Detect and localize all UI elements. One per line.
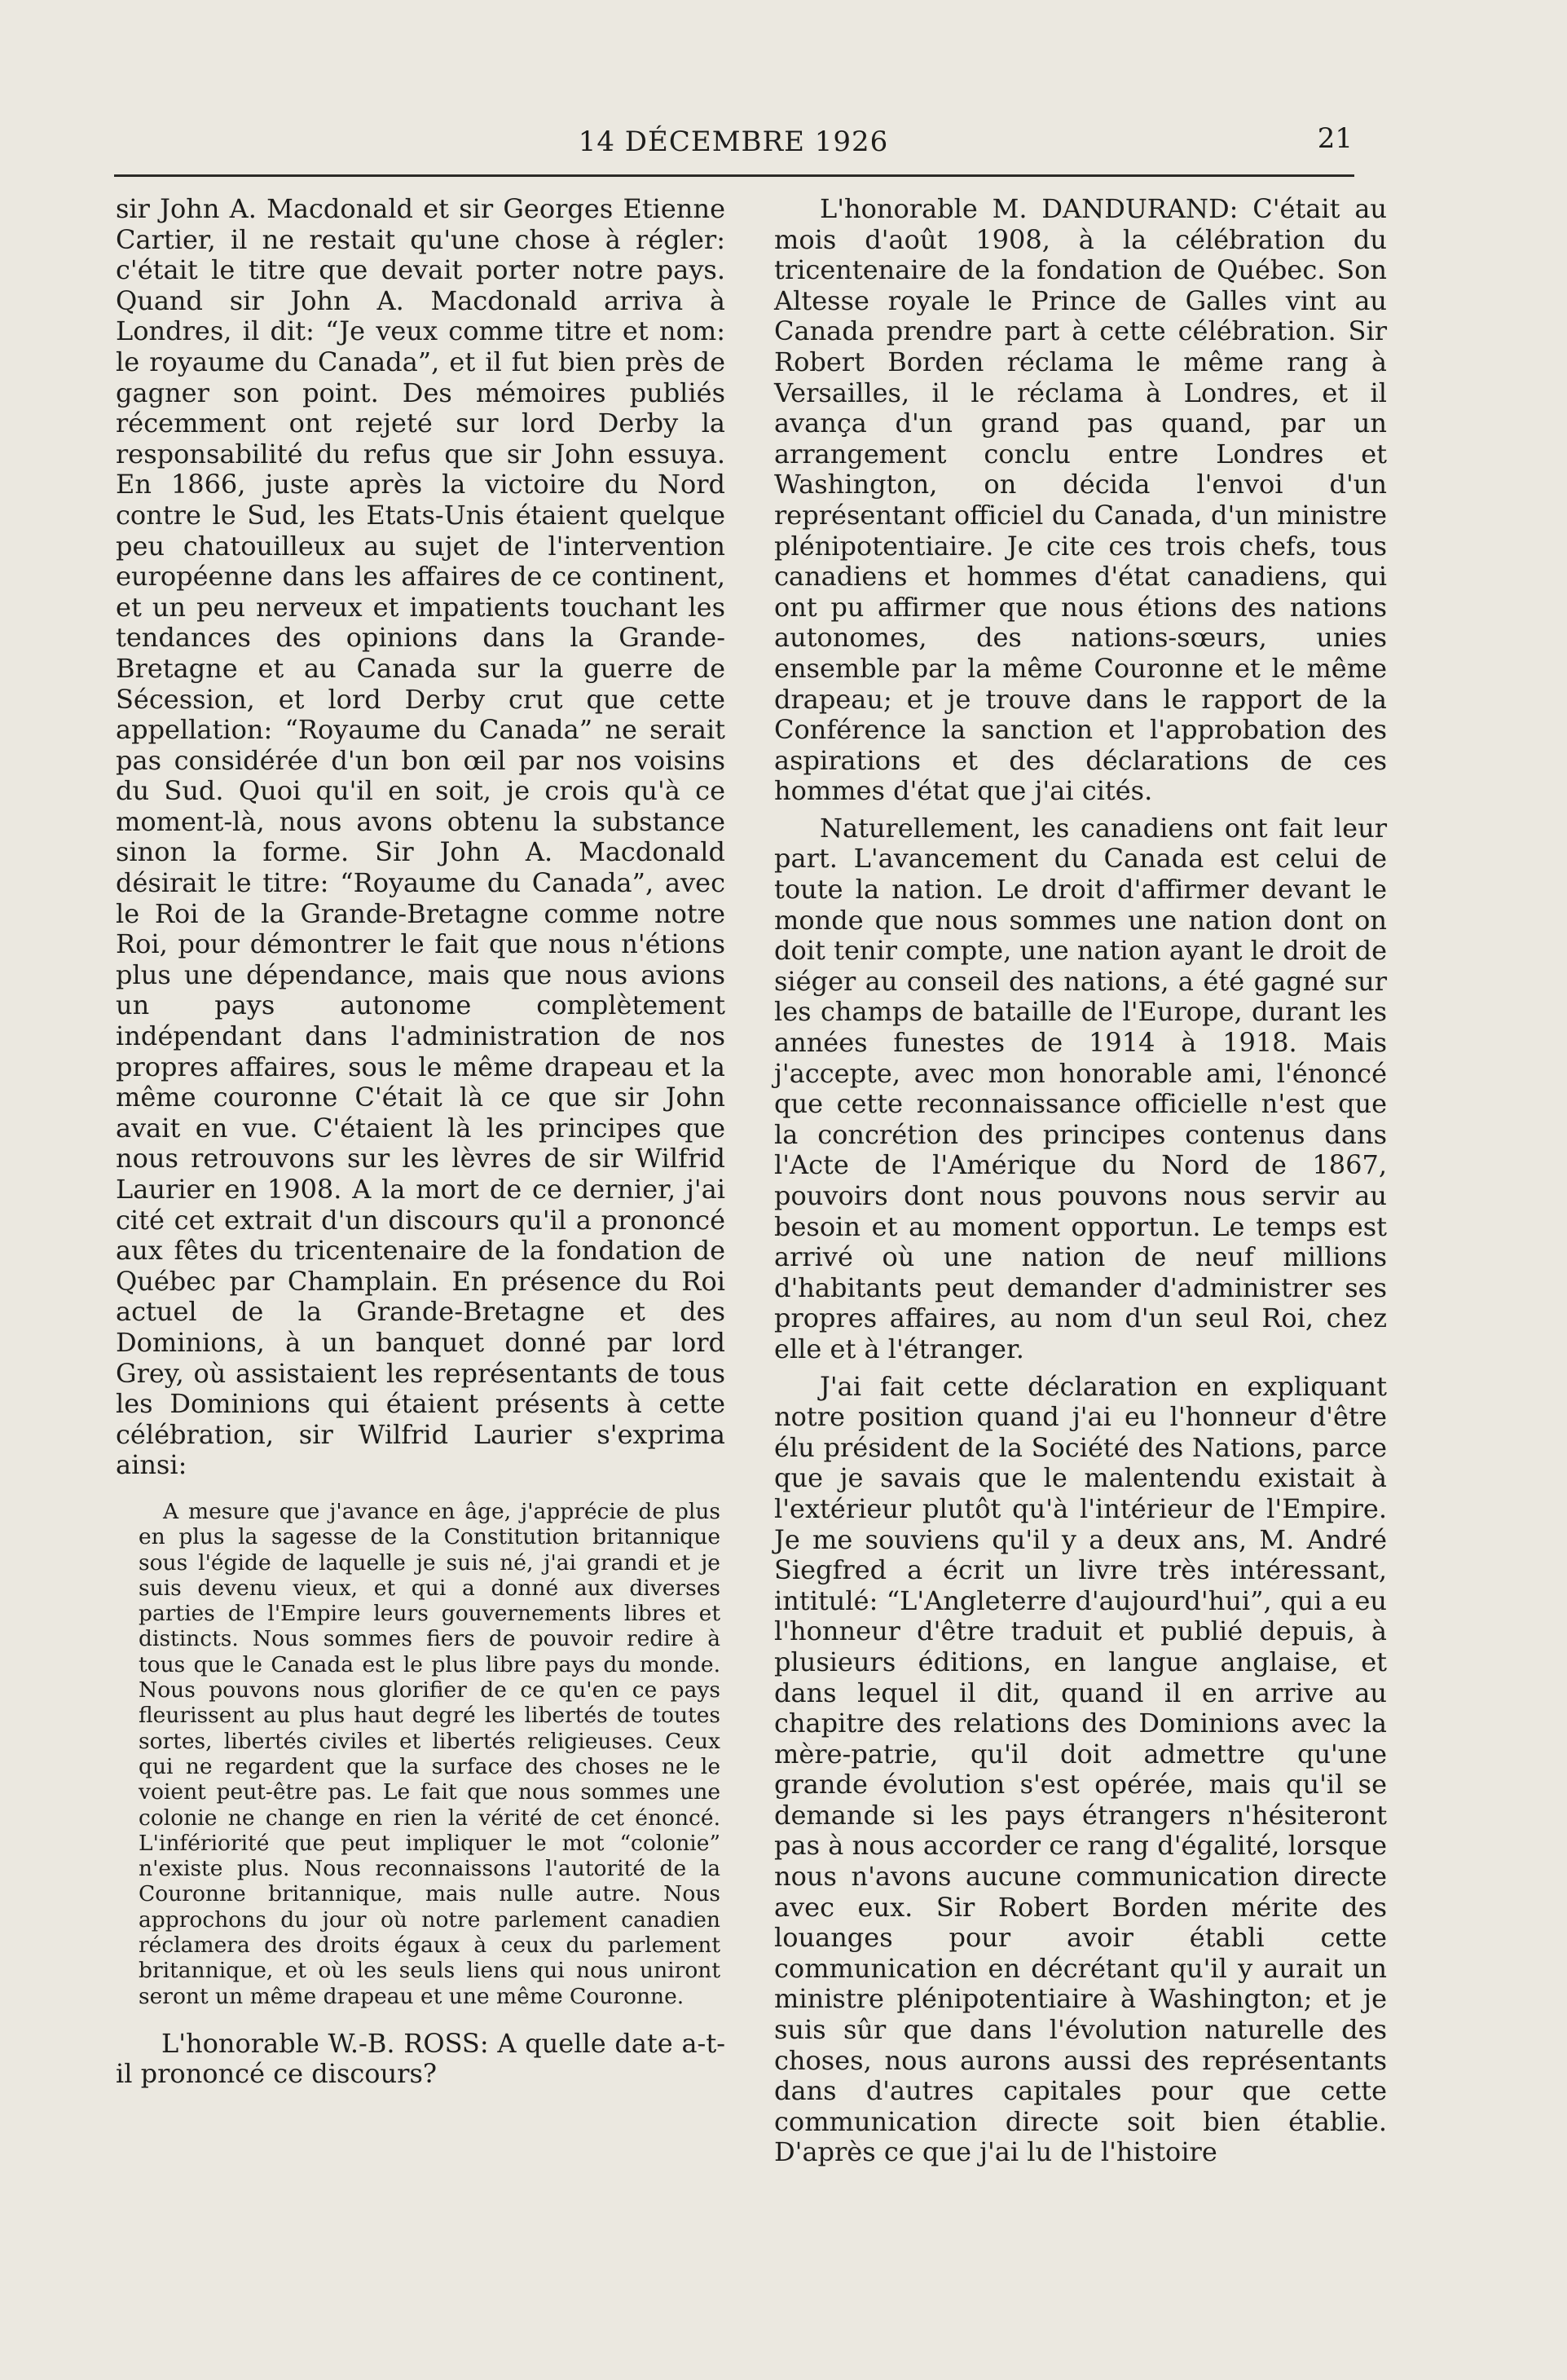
right-paragraph-2: Naturellement, les canadiens ont fait leur part. L'avancement du Canada est celui de toute la nation. Le droit d'affirmer devant le monde que nous sommes une nation dont on doit tenir compte, une nation ayant le droit de siéger au conseil des nations, a été gagné sur les champs de bataille de l'Europe, durant les années funestes de 1914 à 1918. Mais j'accepte, avec mon honorable ami, l'énoncé que cette reconnaissance officielle n'est que la concrétion des principes contenus dans l'Acte de l'Amérique du Nord de 1867, pouvoirs dont nous pouvons nous servir au besoin et au moment opportun. Le temps est arrivé où une nation de neuf millions d'habitants peut demander d'administrer ses propres affaires, au nom d'un seul Roi, chez elle et à l'étranger.: [774, 812, 1387, 1364]
left-column: [116, 194, 725, 2090]
header-rule: [114, 174, 1354, 177]
right-column: [774, 194, 1387, 2168]
page-number: 21: [1317, 122, 1353, 155]
right-paragraph-3: J'ai fait cette déclaration en expliquant notre position quand j'ai eu l'honneur d'être élu président de la Société des Nations, parce que je savais que le malentendu existait à l'extérieur plutôt qu'à l'intérieur de l'Empire. Je me souviens qu'il y a deux ans, M. André Siegfred a écrit un livre très intéressant, intitulé: “L'Angleterre d'aujourd'hui”, qui a eu l'honneur d'être traduit et publié depuis, à plusieurs éditions, en langue anglaise, et dans lequel il dit, quand il en arrive au chapitre des relations des Dominions avec la mère-patrie, qu'il doit admettre qu'une grande évolution s'est opérée, mais qu'il se demande si les pays étrangers n'hésiteront pas à nous accorder ce rang d'égalité, lorsque nous n'avons aucune communication directe avec eux. Sir Robert Borden mérite des louanges pour avoir établi cette communication en décrétant qu'il y aurait un ministre plénipotentiaire à Washington; et je suis sûr que dans l'évolution naturelle des choses, nous aurons aussi des représentants dans d'autres capitales pour que cette communication directe soit bien établie. D'après ce que j'ai lu de l'histoire: [774, 1370, 1387, 2168]
dandurand-paragraph: L'honorable M. DANDURAND: C'était au mois d'août 1908, à la célébration du tricentenaire de la fondation de Québec. Son Altesse royale le Prince de Galles vint au Canada prendre part à cette célébration. Sir Robert Borden réclama le même rang à Versailles, il le réclama à Londres, et il avança d'un grand pas quand, par un arrangement conclu entre Londres et Washington, on décida l'envoi d'un représentant officiel du Canada, d'un ministre plénipotentiaire. Je cite ces trois chefs, tous canadiens et hommes d'état canadiens, qui ont pu affirmer que nous étions des nations autonomes, des nations-sœurs, unies ensemble par la même Couronne et le même drapeau; et je trouve dans le rapport de la Conférence la sanction et l'approbation des aspirations et des déclarations de ces hommes d'état que j'ai cités.: [774, 193, 1387, 807]
left-paragraph-1: sir John A. Macdonald et sir Georges Etienne Cartier, il ne restait qu'une chose à régler: c'était le titre que devait porter notre pays. Quand sir John A. Macdonald arriva à Londres, il dit: “Je veux comme titre et nom: le royaume du Canada”, et il fut bien près de gagner son point. Des mémoires publiés récemment ont rejeté sur lord Derby la responsabilité du refus que sir John essuya. En 1866, juste après la victoire du Nord contre le Sud, les Etats-Unis étaient quelque peu chatouilleux au sujet de l'intervention européenne dans les affaires de ce continent, et un peu nerveux et impatients touchant les tendances des opinions dans la Grande-Bretagne et au Canada sur la guerre de Sécession, et lord Derby crut que cette appellation: “Royaume du Canada” ne serait pas considérée d'un bon œil par nos voisins du Sud. Quoi qu'il en soit, je crois qu'à ce moment-là, nous avons obtenu la substance sinon la forme. Sir John A. Macdonald désirait le titre: “Royaume du Canada”, avec le Roi de la Grande-Bretagne comme notre Roi, pour démontrer le fait que nous n'étions plus une dépendance, mais que nous avions un pays autonome complètement indépendant dans l'administration de nos propres affaires, sous le même drapeau et la même couronne C'était là ce que sir John avait en vue. C'étaient là les principes que nous retrouvons sur les lèvres de sir Wilfrid Laurier en 1908. A la mort de ce dernier, j'ai cité cet extrait d'un discours qu'il a prononcé aux fêtes du tricentenaire de la fondation de Québec par Champlain. En présence du Roi actuel de la Grande-Bretagne et des Dominions, à un banquet donné par lord Grey, où assistaient les représentants de tous les Dominions qui étaient présents à cette célébration, sir Wilfrid Laurier s'exprima ainsi:: [116, 193, 725, 1481]
page-header: [114, 122, 1353, 171]
header-date: 14 DÉCEMBRE 1926: [578, 126, 889, 158]
laurier-quote: A mesure que j'avance en âge, j'apprécie de plus en plus la sagesse de la Constitution britannique sous l'égide de laquelle je suis né, j'ai grandi et je suis devenu vieux, et qui a donné aux diverses parties de l'Empire leurs gouvernements libres et distincts. Nous sommes fiers de pouvoir redire à tous que le Canada est le plus libre pays du monde. Nous pouvons nous glorifier de ce qu'en ce pays fleurissent au plus haut degré les libertés de toutes sortes, libertés civiles et libertés religieuses. Ceux qui ne regardent que la surface des choses ne le voient peut-être pas. Le fait que nous sommes une colonie ne change en rien la vérité de cet énoncé. L'infériorité que peut impliquer le mot “colonie” n'existe plus. Nous reconnaissons l'autorité de la Couronne britannique, mais nulle autre. Nous approchons du jour où notre parlement canadien réclamera des droits égaux à ceux du parlement britannique, et où les seuls liens qui nous uniront seront un même drapeau et une même Couronne.: [139, 1498, 720, 2009]
ross-question: L'honorable W.-B. ROSS: A quelle date a-t-il prononcé ce discours?: [116, 2027, 725, 2090]
